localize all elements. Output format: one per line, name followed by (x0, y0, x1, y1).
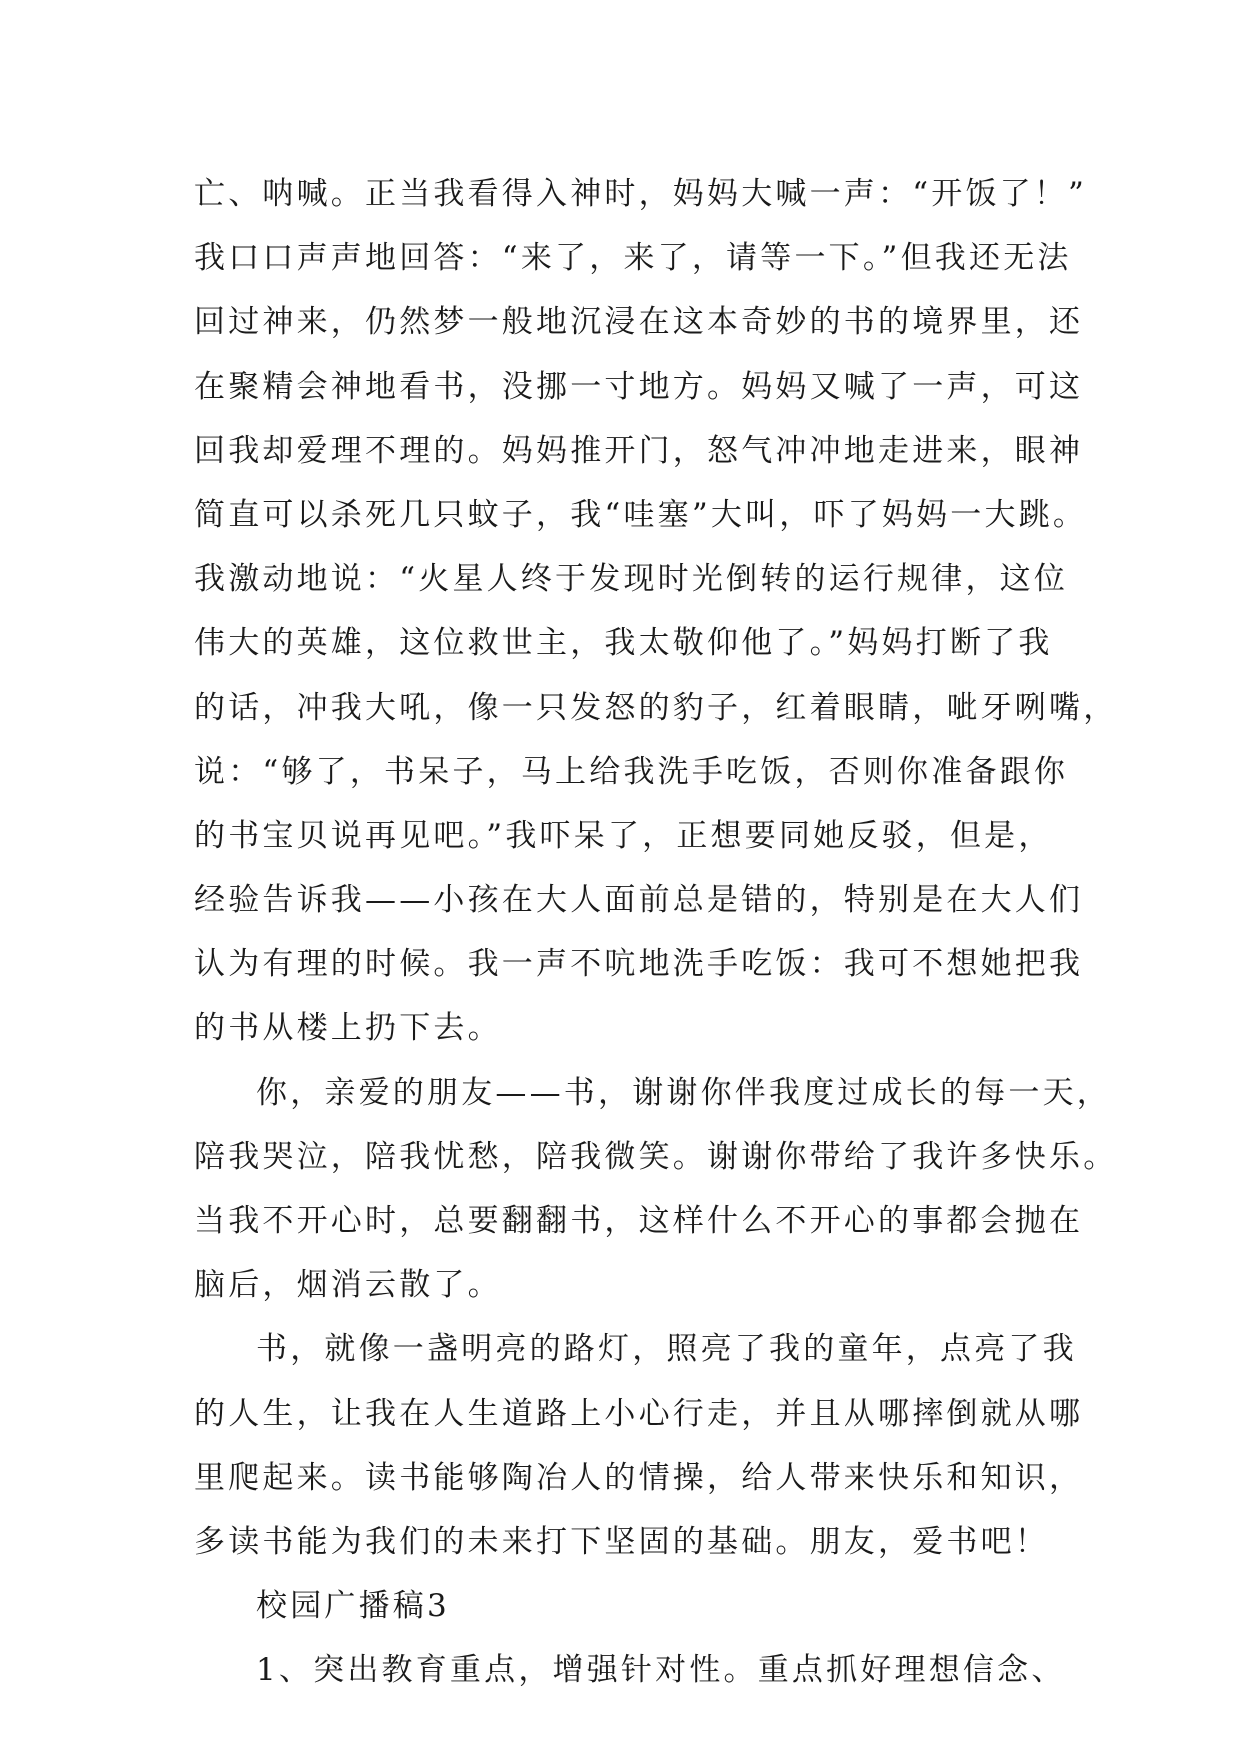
text-line: 多读书能为我们的未来打下坚固的基础。朋友，爱书吧！ (194, 1523, 1049, 1560)
text-line: 伟大的英雄，这位救世主，我太敬仰他了。”妈妈打断了我 (194, 625, 1053, 662)
text-line: 的话，冲我大吼，像一只发怒的豹子，红着眼睛，呲牙咧嘴， (194, 689, 1118, 726)
text-line: 陪我哭泣，陪我忧愁，陪我微笑。谢谢你带给了我许多快乐。 (194, 1138, 1118, 1175)
text-line: 的书宝贝说再见吧。”我吓呆了，正想要同她反驳，但是， (194, 817, 1053, 854)
text-line: 当我不开心时，总要翻翻书，这样什么不开心的事都会抛在 (194, 1203, 1084, 1239)
text-line: 回我却爱理不理的。妈妈推开门，怒气冲冲地走进来，眼神 (194, 432, 1084, 469)
text-line: 经验告诉我——小孩在大人面前总是错的，特别是在大人们 (194, 882, 1084, 919)
text-line: 我口口声声地回答：“来了，来了，请等一下。”但我还无法 (194, 240, 1072, 277)
text-line: 认为有理的时候。我一声不吭地洗手吃饭：我可不想她把我 (194, 946, 1084, 983)
text-line: 亡、呐喊。正当我看得入神时，妈妈大喊一声：“开饭了！” (194, 176, 1088, 212)
text-line: 在聚精会神地看书，没挪一寸地方。妈妈又喊了一声，可这 (194, 368, 1084, 405)
text-line: 回过神来，仍然梦一般地沉浸在这本奇妙的书的境界里，还 (194, 304, 1084, 341)
paragraph-first-line: 书，就像一盏明亮的路灯，照亮了我的童年，点亮了我 (256, 1331, 1077, 1368)
text-line: 的人生，让我在人生道路上小心行走，并且从哪摔倒就从哪 (194, 1395, 1084, 1432)
text-line: 脑后，烟消云散了。 (194, 1267, 502, 1304)
text-line: 里爬起来。读书能够陶冶人的情操，给人带来快乐和知识， (194, 1459, 1084, 1496)
text-line: 说：“够了，书呆子，马上给我洗手吃饭，否则你准备跟你 (194, 753, 1069, 790)
paragraph-first-line: 1、突出教育重点，增强针对性。重点抓好理想信念、 (256, 1652, 1066, 1689)
text-line: 的书从楼上扔下去。 (194, 1010, 502, 1047)
text-line: 简直可以杀死几只蚊子，我“哇塞”大叫，吓了妈妈一大跳。 (194, 496, 1088, 533)
paragraph-first-line: 你，亲爱的朋友——书，谢谢你伴我度过成长的每一天， (256, 1074, 1111, 1111)
section-heading: 校园广播稿3 (256, 1588, 450, 1625)
document-body (194, 162, 1118, 1703)
text-line: 我激动地说：“火星人终于发现时光倒转的运行规律，这位 (194, 561, 1069, 598)
